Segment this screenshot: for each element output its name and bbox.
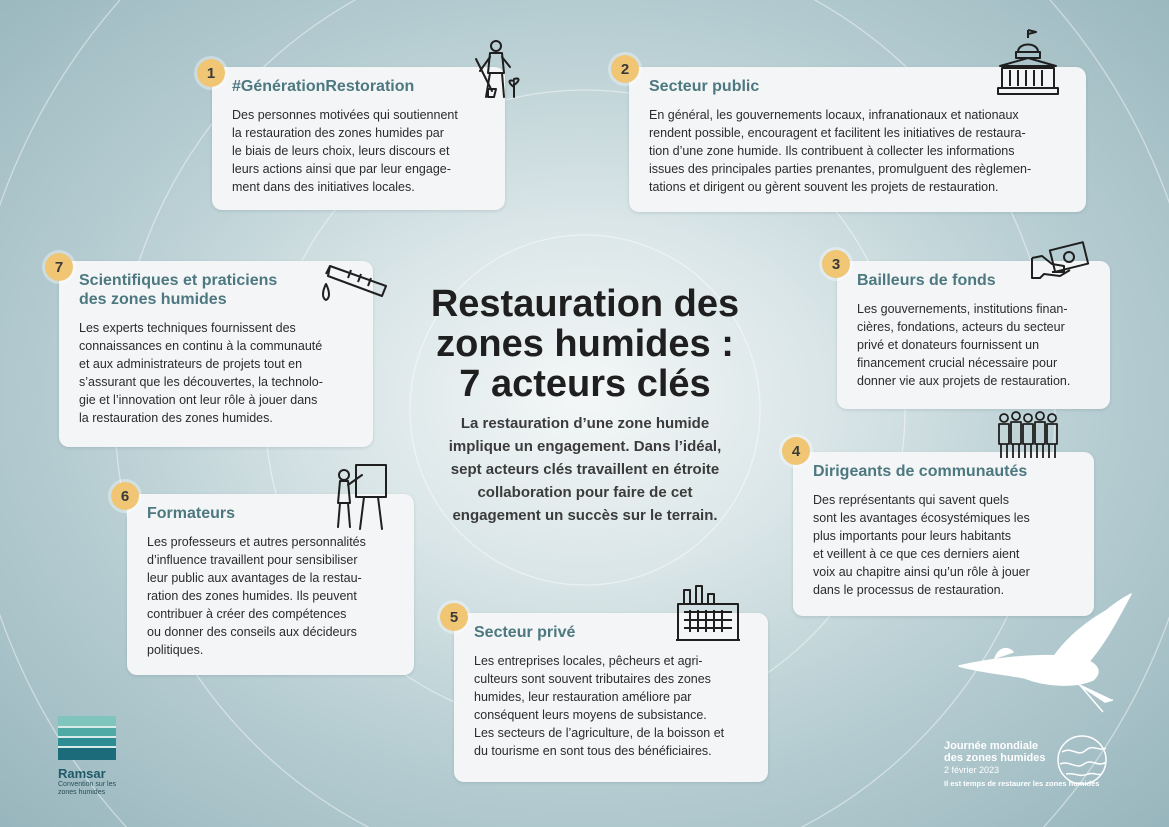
wwd-line2: des zones humides [944,752,1046,764]
wetland-globe-icon [1054,734,1110,786]
page-subtitle: La restauration d’une zone humide implique un engagement. Dans l’idéal, sept acteurs clés travaillent en étroite collaboration pour faire de cet engagement un succès sur le terrain. [448,415,722,524]
actor-5-badge: 5 [440,603,468,631]
teacher-board-icon [330,463,388,531]
world-wetlands-day-logo [944,740,1144,789]
gardener-shovel-icon [470,37,522,103]
factory-icon [676,584,740,644]
actor-4-badge: 4 [782,437,810,465]
actor-5-text: Les entreprises locales, pêcheurs et agri- culteurs sont souvent tributaires des zones humides, leur restauration améliore par conséquent leurs moyens de subsistance. Les secteurs de l’agriculture, de la boisson et du tourisme en sont tous des bénéficiaires. [474,654,725,758]
ramsar-wave-icon [58,716,116,760]
ramsar-logo [58,716,118,797]
actor-6-title: Formateurs [147,505,236,522]
actor-4-title: Dirigeants de communautés [813,463,1028,480]
wwd-date: 2 février 2023 [944,765,1000,775]
page-title: Restauration des zones humides : 7 acteurs clés [430,283,740,405]
actor-1-badge: 1 [197,59,225,87]
actor-7-text: Les experts techniques fournissent des connaissances en continu à la communauté et aux administrateurs de projets tout en s’assurant que les découvertes, la technolo- gie et l’innovation ont leur rôle à jouer dans la restauration des zones humides. [79,321,323,425]
actor-3-title: Bailleurs de fonds [857,272,996,289]
actor-2-badge: 2 [611,55,639,83]
actor-2-text: En général, les gouvernements locaux, infranationaux et nationaux rendent possible, encouragent et facilitent les initiatives de restaura- tion d’une zone humide. Ils contribuent à collecter les informations issues des principales parties prenantes, promulguent des règlemen- tations et dirigent ou gèrent souvent les projets de restauration. [649,108,1032,194]
ramsar-tagline: Convention sur les zones humides [58,781,116,796]
actor-2-title: Secteur public [649,78,760,95]
actor-4-text: Des représentants qui savent quels sont les avantages écosystémiques les plus importants pour leurs habitants et veillent à ce que ces derniers aient voix au chapitre ainsi qu’un rôle à jouer dans le processus de restauration. [813,493,1030,597]
actor-1-text: Des personnes motivées qui soutiennent la restauration des zones humides par le biais de leurs choix, leurs discours et leurs actions ainsi que par leur engage- ment dans des initiatives locales. [232,108,458,194]
egret-bird-icon [955,590,1135,715]
actor-7-title: Scientifiques et praticiens des zones humides [79,272,278,308]
actor-7-badge: 7 [45,253,73,281]
community-group-icon [996,410,1060,462]
actor-5-title: Secteur privé [474,624,576,641]
actor-card-1 [212,67,505,210]
actor-6-text: Les professeurs et autres personnalités d’influence travaillent pour sensibiliser leur public aux avantages de la restau- ration des zones humides. Ils peuvent contribuer à créer des compétences ou donner des conseils aux décideurs politiques. [147,535,366,657]
government-building-icon [996,28,1060,98]
ramsar-name: Ramsar [58,766,106,781]
money-hand-icon [1030,240,1090,284]
test-tube-icon [318,262,390,304]
actor-1-title: #GénérationRestoration [232,78,415,95]
wwd-slogan: Il est temps de restaurer les zones humides [944,779,1100,788]
wwd-line1: Journée mondiale [944,740,1039,752]
actor-3-badge: 3 [822,250,850,278]
actor-6-badge: 6 [111,482,139,510]
actor-3-text: Les gouvernements, institutions finan- cières, fondations, acteurs du secteur privé et donateurs fournissent un financement crucial nécessaire pour donner vie aux projets de restauration. [857,302,1071,388]
